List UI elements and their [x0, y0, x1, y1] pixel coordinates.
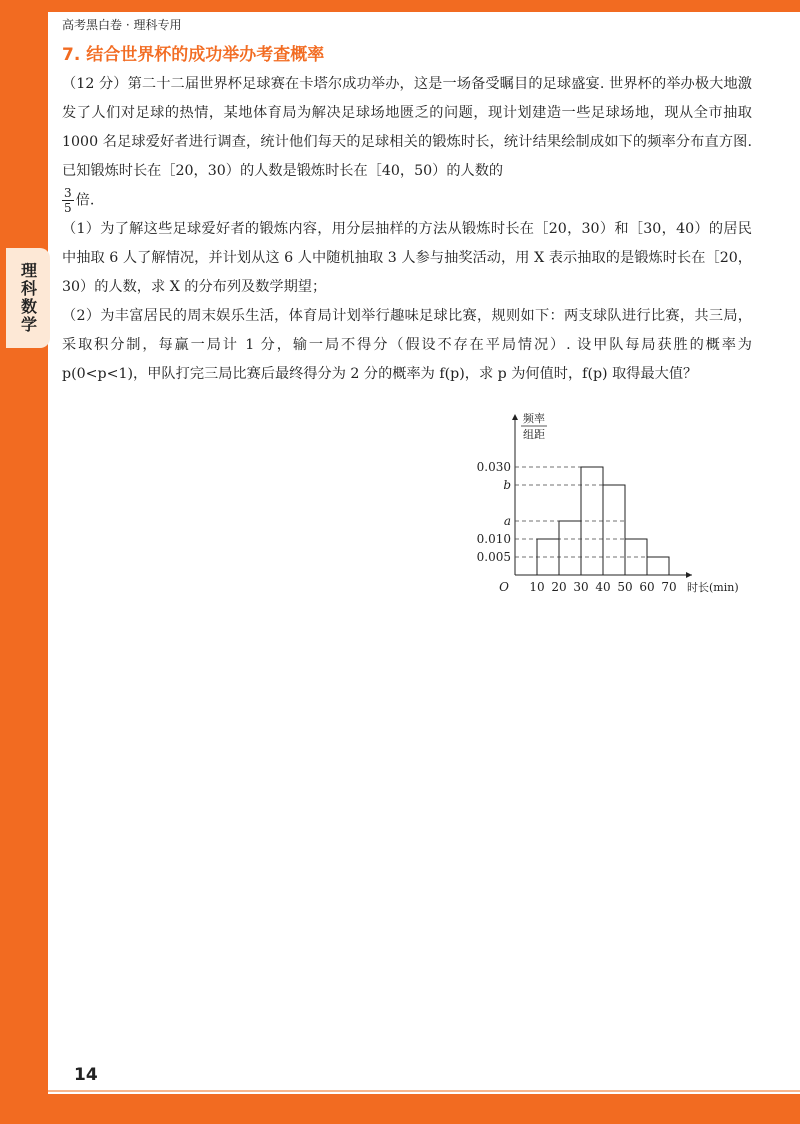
question-intro: （12 分）第二十二届世界杯足球赛在卡塔尔成功举办，这是一场备受瞩目的足球盛宴. 世界杯的举办极大地激发了人们对足球的热情，某地体育局为解决足球场地匮乏的问题，现计划建造一些足球场地，现从全市抽取 1000 名足球爱好者进行调查，统计他们每天的足球相关的锻炼时长，统计结果绘制成如下的频率分布直方图. 已知锻炼时长在［20，30）的人数是锻炼时长在［40，50）的人数的 — [62, 76, 752, 179]
x-tick-label: 10 — [529, 580, 545, 594]
histogram-bar — [559, 521, 581, 575]
x-tick-label: 70 — [661, 580, 677, 594]
left-decor-strip — [0, 0, 48, 1124]
bottom-decor-bar — [0, 1094, 800, 1124]
fraction-numerator: 3 — [64, 186, 72, 200]
x-tick-label: 40 — [595, 580, 611, 594]
question-part-1: （1）为了解这些足球爱好者的锻炼内容，用分层抽样的方法从锻炼时长在［20，30）和［30，40）的居民中抽取 6 人了解情况，并计划从这 6 人中随机抽取 3 人参与抽奖活动，用 X 表示抽取的是锻炼时长在［20，30）的人数，求 X 的分布列及数学期望； — [62, 221, 752, 295]
x-axis-arrow — [686, 572, 692, 578]
book-header: 高考黑白卷 · 理科专用 — [62, 18, 182, 32]
question-title: 7. 结合世界杯的成功举办考查概率 — [62, 45, 325, 65]
bottom-decor-line — [48, 1090, 800, 1092]
question-part-2: （2）为丰富居民的周末娱乐生活，体育局计划举行趣味足球比赛，规则如下：两支球队进行比赛，共三局，采取积分制，每赢一局计 1 分，输一局不得分（假设不存在平局情况）. 设甲队每局获胜的概率为 p(0<p<1)，甲队打完三局比赛后最终得分为 2 分的概率为 f(p)，求 p 为何值时，f(p) 取得最大值？ — [62, 308, 752, 382]
x-tick-label: 20 — [551, 580, 567, 594]
question-body — [62, 70, 752, 389]
fraction-denominator: 5 — [64, 201, 72, 215]
y-tick-label: 0.005 — [476, 550, 511, 564]
x-axis-label: 时长(min) — [687, 581, 739, 594]
x-tick-label: 50 — [617, 580, 633, 594]
top-decor-bar — [0, 0, 800, 12]
y-label-numerator: 频率 — [523, 412, 545, 425]
y-tick-label: a — [503, 514, 511, 528]
fraction-suffix: 倍. — [75, 192, 95, 209]
x-tick-label: 30 — [573, 580, 589, 594]
page-number: 14 — [74, 1065, 98, 1085]
y-tick-label: 0.010 — [476, 532, 511, 546]
fraction — [62, 186, 74, 215]
subject-side-tab — [6, 248, 50, 348]
y-tick-label: 0.030 — [476, 460, 511, 474]
fraction-line — [62, 186, 752, 215]
subject-side-tab-label: 理科数学 — [18, 262, 38, 334]
y-label-denominator: 组距 — [523, 428, 545, 441]
origin-label: O — [499, 580, 509, 594]
histogram-bar — [537, 539, 559, 575]
x-tick-label: 60 — [639, 580, 655, 594]
histogram-bar — [603, 485, 625, 575]
histogram-bar — [647, 557, 669, 575]
y-axis-arrow — [512, 414, 518, 420]
y-tick-label: b — [503, 478, 511, 492]
frequency-histogram — [460, 410, 750, 595]
